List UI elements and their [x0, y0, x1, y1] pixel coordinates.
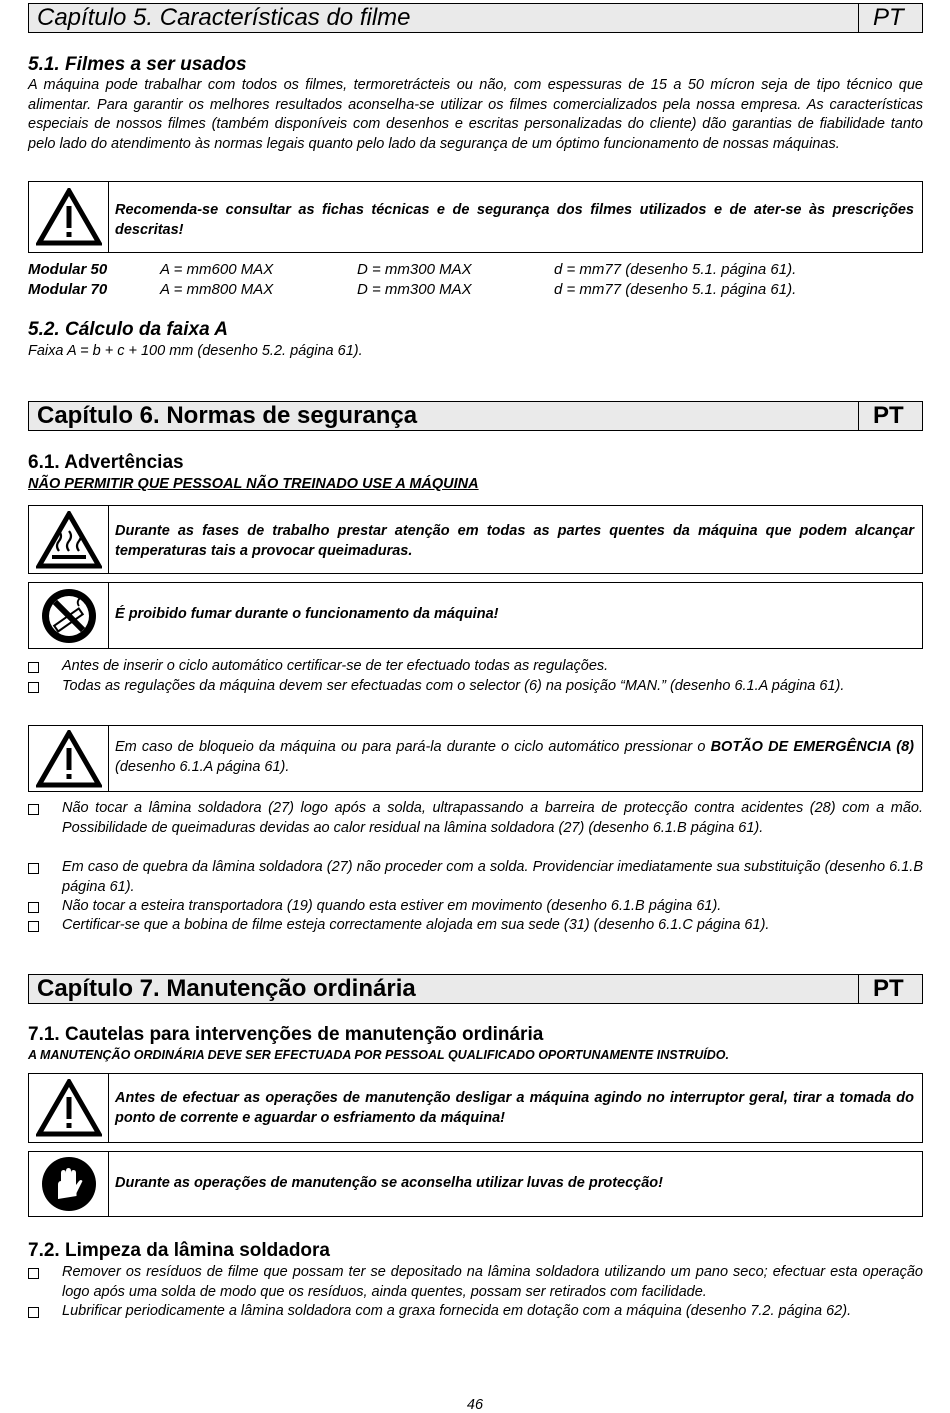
warning-icon-cell — [29, 726, 109, 791]
checkbox-icon — [28, 921, 39, 932]
model-name: Modular 50 — [28, 261, 108, 278]
section-title: 5.1. Filmes a ser usados — [28, 54, 247, 75]
bullet-text: Não tocar a lâmina soldadora (27) logo após a solda, ultrapassando a barreira de protecção contra acidentes (28) com a mão. Possibilidade de queimaduras devidas ao calor residual na lâmina soldadora (27) (desenho 6.1.B página 61). — [62, 800, 923, 836]
checkbox-icon — [28, 662, 39, 673]
checkbox-icon — [28, 804, 39, 815]
language-tag: PT — [858, 402, 922, 430]
warning-icon-cell — [29, 1074, 109, 1142]
gloves-icon-cell — [29, 1152, 109, 1216]
model-dd: d = mm77 (desenho 5.1. página 61). — [554, 281, 797, 298]
checkbox-icon — [28, 1307, 39, 1318]
no-smoking-box — [28, 582, 923, 649]
hot-icon-cell — [29, 506, 109, 573]
warning-text: Recomenda-se consultar as fichas técnicas e de segurança dos filmes utilizados e de ater-se às prescrições descritas! — [115, 202, 914, 238]
model-dd: d = mm77 (desenho 5.1. página 61). — [554, 261, 797, 278]
language-tag: PT — [858, 4, 922, 32]
page-number: 46 — [466, 1397, 484, 1413]
emergency-button-label: BOTÃO DE EMERGÊNCIA (8) — [710, 739, 914, 755]
emergency-box — [28, 725, 923, 792]
power-off-box — [28, 1073, 923, 1143]
hot-warning-text: Durante as fases de trabalho prestar atenção em todas as partes quentes da máquina que podem alcançar temperaturas tais a provocar queimaduras. — [115, 523, 914, 559]
checkbox-icon — [28, 682, 39, 693]
chapter-5-header — [28, 3, 923, 33]
model-a: A = mm800 MAX — [160, 281, 274, 298]
checkbox-icon — [28, 1268, 39, 1279]
power-off-text: Antes de efectuar as operações de manutenção desligar a máquina agindo no interruptor geral, tirar a tomada do ponto de corrente e aguardar o esfriamento da máquina! — [115, 1090, 914, 1126]
checkbox-icon — [28, 863, 39, 874]
no-smoking-text: É proibido fumar durante o funcionamento da máquina! — [115, 606, 499, 622]
section-title: 5.2. Cálculo da faixa A — [28, 319, 228, 340]
warning-icon — [36, 730, 102, 788]
bullet-text: Em caso de quebra da lâmina soldadora (27) não proceder com a solda. Providenciar imediatamente sua substituição (desenho 6.1.B página 61). — [62, 859, 923, 895]
section-body: Faixa A = b + c + 100 mm (desenho 5.2. página 61). — [28, 343, 363, 359]
hot-surface-icon — [36, 511, 102, 569]
gloves-icon — [40, 1155, 98, 1213]
model-d: D = mm300 MAX — [357, 281, 472, 298]
emergency-text — [115, 737, 914, 777]
hot-surface-box — [28, 505, 923, 574]
chapter-title: Capítulo 5. Características do filme — [37, 4, 411, 31]
chapter-6-header — [28, 401, 923, 431]
section-title: 7.1. Cautelas para intervenções de manutenção ordinária — [28, 1024, 544, 1045]
chapter-7-header — [28, 974, 923, 1004]
language-tag: PT — [858, 975, 922, 1003]
bullet-text: Não tocar a esteira transportadora (19) quando esta estiver em movimento (desenho 6.1.B página 61). — [62, 898, 722, 914]
emergency-text-post: (desenho 6.1.A página 61). — [115, 759, 290, 775]
bullet-text: Antes de inserir o ciclo automático certificar-se de ter efectuado todas as regulações. — [62, 658, 609, 674]
chapter-title: Capítulo 6. Normas de segurança — [37, 402, 418, 429]
section-subtitle: A MANUTENÇÃO ORDINÁRIA DEVE SER EFECTUADA POR PESSOAL QUALIFICADO OPORTUNAMENTE INSTRUÍDO. — [28, 1048, 729, 1062]
checkbox-icon — [28, 902, 39, 913]
bullet-text: Todas as regulações da máquina devem ser efectuadas com o selector (6) na posição “MAN.” (desenho 6.1.A página 61). — [62, 678, 845, 694]
chapter-title: Capítulo 7. Manutenção ordinária — [37, 975, 416, 1002]
model-d: D = mm300 MAX — [357, 261, 472, 278]
model-name: Modular 70 — [28, 281, 108, 298]
no-smoking-icon — [39, 586, 99, 646]
warning-icon — [36, 1079, 102, 1137]
warning-box — [28, 181, 923, 253]
gloves-box — [28, 1151, 923, 1217]
no-smoking-icon-cell — [29, 583, 109, 648]
emergency-text-pre: Em caso de bloqueio da máquina ou para pará-la durante o ciclo automático pressionar o — [115, 739, 711, 755]
bullet-text: Lubrificar periodicamente a lâmina soldadora com a graxa fornecida em dotação com a máquina (desenho 7.2. página 62). — [62, 1303, 852, 1319]
section-title: 6.1. Advertências — [28, 452, 184, 473]
warning-icon — [36, 188, 102, 246]
bullet-text: Certificar-se que a bobina de filme esteja correctamente alojada em sua sede (31) (desenho 6.1.C página 61). — [62, 917, 770, 933]
gloves-text: Durante as operações de manutenção se aconselha utilizar luvas de protecção! — [115, 1175, 663, 1191]
section-title: 7.2. Limpeza da lâmina soldadora — [28, 1240, 330, 1261]
model-a: A = mm600 MAX — [160, 261, 274, 278]
bullet-text: Remover os resíduos de filme que possam ter se depositado na lâmina soldadora utilizando um pano seco; efectuar esta operação logo após uma solda de modo que os resíduos, ainda quentes, possam ser retirados com facilidade. — [62, 1264, 923, 1300]
section-body: A máquina pode trabalhar com todos os filmes, termoretrácteis ou não, com espessuras de 15 a 50 mícron seja de tipo técnico que alimentar. Para garantir os melhores resultados aconselha-se utilizar os filmes comercializados pela nossa empresa. As características especiais de nossos filmes (também disponíveis com desenhos e escritas personalizadas do cliente) dão garantias de fiabilidade tanto pelo lado do atendimento às normas legais quanto pelo lado da segurança de um óptimo funcionamento de nossas máquinas. — [28, 77, 923, 152]
warning-icon-cell — [29, 182, 109, 252]
section-subtitle: NÃO PERMITIR QUE PESSOAL NÃO TREINADO USE A MÁQUINA — [28, 476, 479, 492]
